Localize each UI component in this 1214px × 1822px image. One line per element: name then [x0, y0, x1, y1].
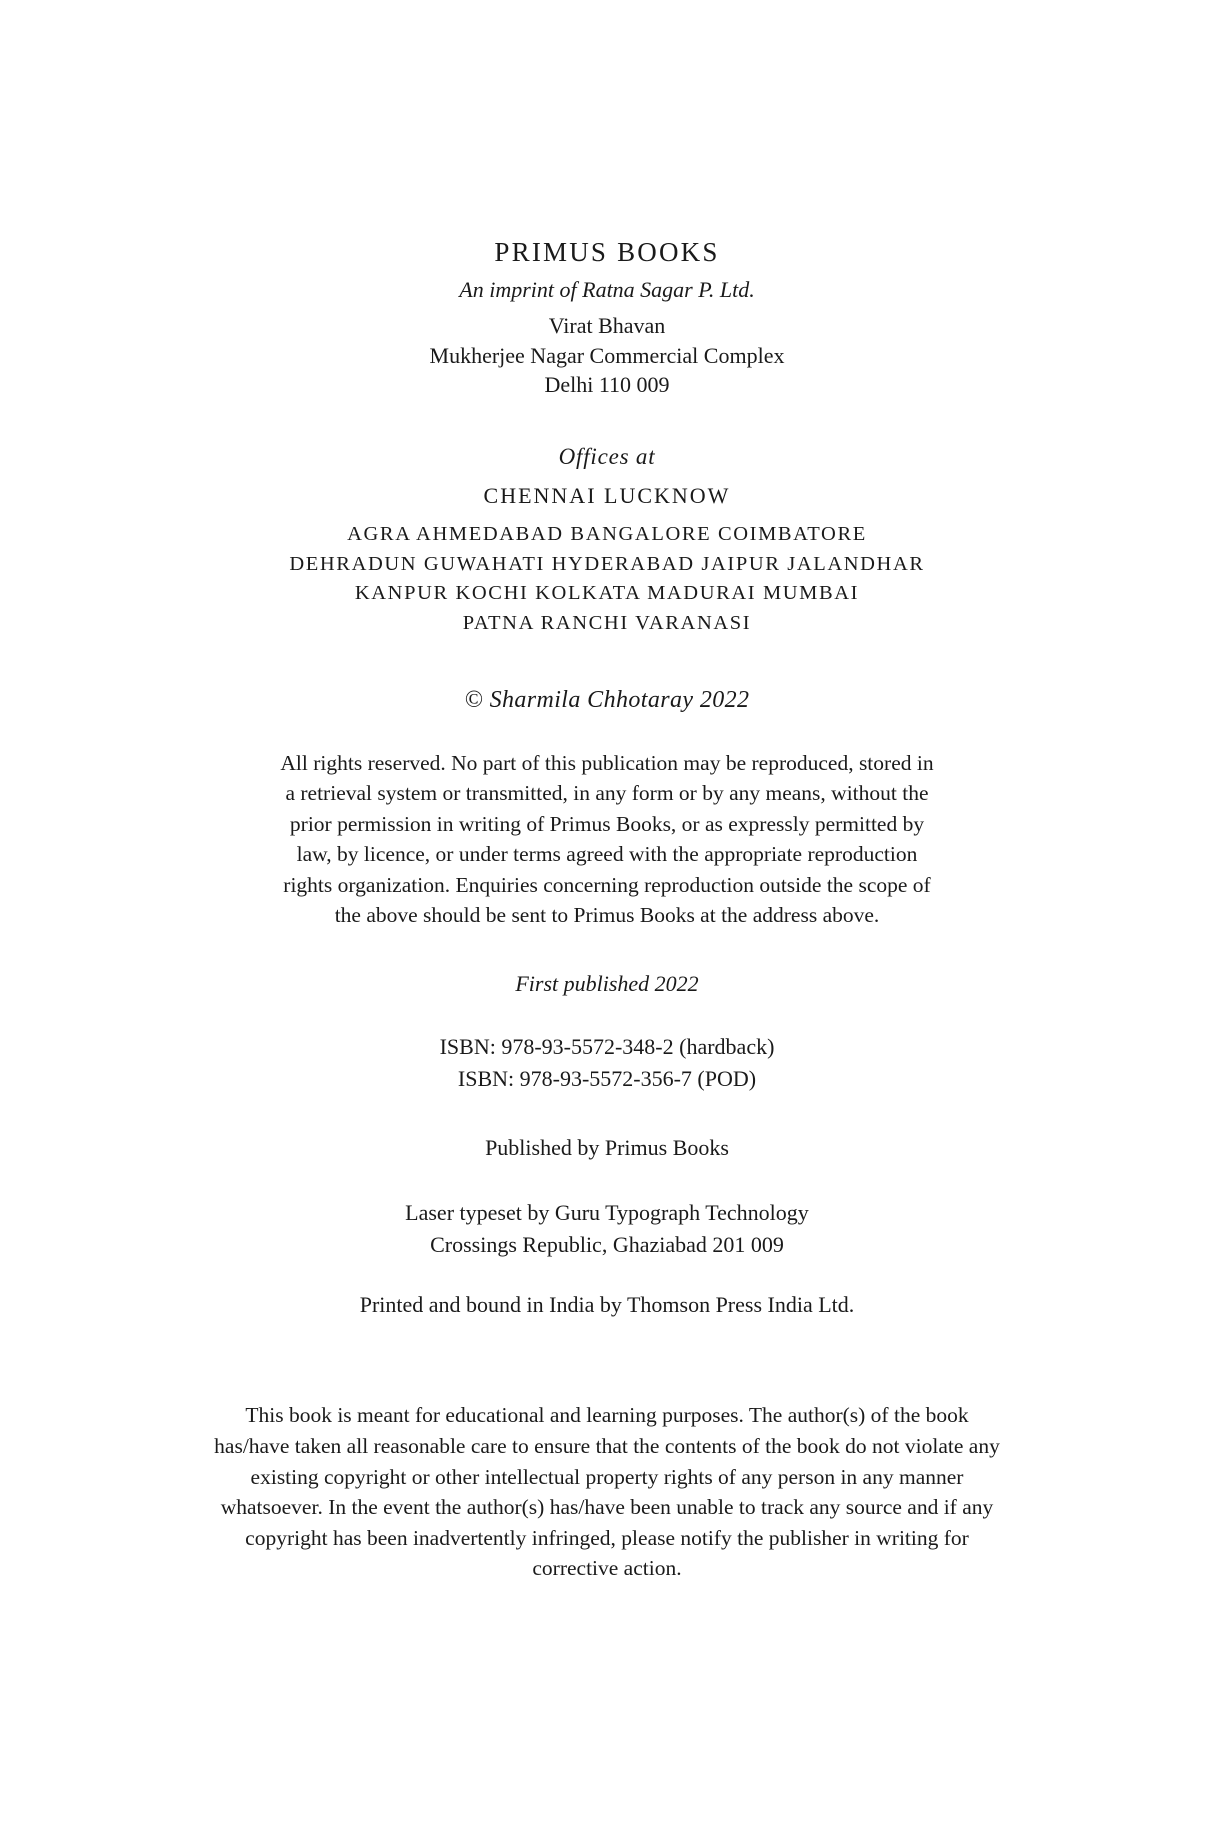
publisher-name: PRIMUS BOOKS	[494, 237, 720, 267]
publisher-address-line-2: Mukherjee Nagar Commercial Complex	[429, 342, 785, 368]
typesetter-block	[0, 1197, 1214, 1261]
first-published: First published 2022	[515, 970, 699, 996]
isbn-block	[0, 1031, 1214, 1095]
publisher-imprint: An imprint of Ratna Sagar P. Ltd.	[459, 277, 755, 303]
offices-major-cities: CHENNAI LUCKNOW	[483, 483, 731, 509]
offices-line-1: AGRA AHMEDABAD BANGALORE COIMBATORE	[347, 522, 867, 545]
copyright-notice: © Sharmila Chhotaray 2022	[464, 686, 750, 713]
educational-disclaimer: This book is meant for educational and learning purposes. The author(s) of the book has/have taken all reasonable care to ensure that the contents of the book do not violate any existing copyright or other intellectual property rights of any person in any manner whatsoever. In the event the author(s) has/have been unable to track any source and if any copyright has been inadvertently infringed, please notify the publisher in writing for corrective action.	[214, 1403, 1000, 1581]
typesetter-name: Laser typeset by Guru Typograph Technology	[405, 1199, 809, 1225]
typesetter-address: Crossings Republic, Ghaziabad 201 009	[430, 1231, 784, 1257]
copyright-page-content	[0, 236, 1214, 1584]
offices-line-3: KANPUR KOCHI KOLKATA MADURAI MUMBAI	[354, 582, 860, 605]
isbn-hardback: ISBN: 978-93-5572-348-2 (hardback)	[439, 1033, 775, 1059]
offices-line-4: PATNA RANCHI VARANASI	[462, 612, 752, 635]
published-by: Published by Primus Books	[485, 1134, 729, 1160]
offices-label: Offices at	[558, 444, 656, 470]
all-rights-reserved-text: All rights reserved. No part of this publication may be reproduced, stored in a retrieval system or transmitted, in any form or by any means, without the prior permission in writing of Primus Books, or as expressly permitted by law, by licence, or under terms agreed with the appropriate reproduction rights organization. Enquiries concerning reproduction outside the scope of the above should be sent to Primus Books at the address above.	[280, 750, 934, 928]
offices-line-2: DEHRADUN GUWAHATI HYDERABAD JAIPUR JALANDHAR	[289, 552, 925, 575]
printer-info: Printed and bound in India by Thomson Press India Ltd.	[359, 1292, 855, 1318]
isbn-pod: ISBN: 978-93-5572-356-7 (POD)	[457, 1065, 757, 1091]
publisher-address-line-3: Delhi 110 009	[544, 372, 670, 398]
publisher-address-line-1: Virat Bhavan	[548, 312, 666, 338]
